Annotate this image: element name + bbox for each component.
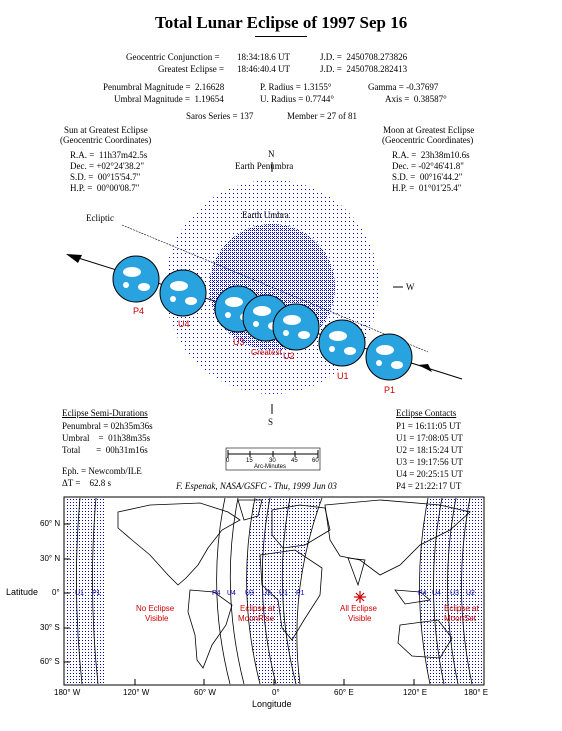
greatest-value: 18:46:40.4 UT	[237, 64, 290, 74]
contact-u1: U1 = 17:08:05 UT	[396, 433, 463, 443]
gamma: Gamma = -0.37697	[368, 82, 439, 92]
map-xlabel: Longitude	[252, 699, 292, 709]
moon-dec: Dec. = -02°46'41.8"	[392, 161, 464, 171]
greatest-jd: J.D. = 2450708.282413	[320, 64, 408, 74]
region-moonrise-2: MoonRise	[238, 614, 275, 623]
conjunction-value: 18:34:18.6 UT	[237, 52, 290, 62]
region-no-eclipse-1: No Eclipse	[136, 604, 175, 613]
umbra-radius: U. Radius = 0.7744°	[260, 94, 334, 104]
penumbra-radius: P. Radius = 1.3155°	[260, 82, 332, 92]
delta-t: ΔT = 62.8 s	[62, 478, 111, 488]
curve-label-u2-mid: U2	[262, 590, 271, 597]
moon-u1	[319, 320, 365, 366]
sun-hp: H.P. = 00°00'08.7"	[70, 183, 140, 193]
moon-p1	[366, 334, 412, 380]
moon-subtitle: (Geocentric Coordinates)	[382, 135, 474, 145]
region-moonrise-1: Eclipse at	[240, 604, 275, 613]
contact-u3-label: U3	[233, 337, 245, 347]
umbral-magnitude: Umbral Magnitude = 1.19654	[114, 94, 224, 104]
contact-u2: U2 = 18:15:24 UT	[396, 445, 463, 455]
contact-u4-label: U4	[178, 319, 190, 329]
penumbra-label: Earth Penumbra	[235, 161, 294, 171]
curve-label-u4-right: U4	[432, 590, 441, 597]
ecliptic-label: Ecliptic	[86, 213, 114, 223]
moon-sd: S.D. = 00°16'44.2"	[392, 172, 463, 182]
moon-p4	[113, 256, 159, 302]
lat-tick-60s: 60° S	[40, 657, 60, 666]
saros-member: Member = 27 of 81	[287, 111, 358, 121]
contact-p4-label: P4	[133, 306, 145, 316]
south-label: S	[268, 417, 274, 427]
durations-heading: Eclipse Semi-Durations	[62, 408, 148, 418]
west-label: W	[406, 282, 415, 292]
contact-p1-label: P1	[384, 385, 396, 395]
contact-u3: U3 = 19:17:56 UT	[396, 457, 463, 467]
contact-p4: P4 = 21:22:17 UT	[396, 481, 462, 491]
curve-label-u4-mid: U4	[227, 590, 236, 597]
lat-tick-30s: 30° S	[40, 623, 60, 632]
region-moonset-2: MoonSet	[444, 614, 477, 623]
scale-tick-15: 15	[246, 458, 253, 464]
scale-label: Arc-Minutes	[254, 464, 287, 470]
curve-label-p1-left: P1	[92, 590, 101, 597]
saros-series: Saros Series = 137	[186, 111, 254, 121]
north-label: N	[268, 149, 275, 159]
duration-penumbral: Penumbral = 02h35m36s	[62, 421, 153, 431]
curve-label-u2-right: U2	[466, 590, 475, 597]
curve-label-p1-mid: P1	[296, 590, 305, 597]
scale-tick-0: 0	[226, 458, 230, 464]
lon-tick-0: 0°	[272, 688, 280, 697]
conjunction-jd: J.D. = 2450708.273826	[320, 52, 408, 62]
greatest-label: Greatest	[251, 348, 282, 357]
greatest-label: Greatest Eclipse =	[158, 64, 225, 74]
axis: Axis = 0.38587°	[385, 94, 447, 104]
sun-subtitle: (Geocentric Coordinates)	[60, 135, 152, 145]
curve-label-u1-left: U1	[75, 590, 84, 597]
contact-p1: P1 = 16:11:05 UT	[396, 421, 461, 431]
scale-tick-60: 60	[312, 458, 319, 464]
curve-label-u3-right: U3	[450, 590, 459, 597]
region-no-eclipse-2: Visible	[145, 614, 169, 623]
duration-umbral: Umbral = 01h38m35s	[62, 433, 151, 443]
lon-tick-120e: 120° E	[403, 688, 428, 697]
page-title: Total Lunar Eclipse of 1997 Sep 16	[155, 13, 408, 32]
curve-label-p4-mid: P4	[212, 590, 221, 597]
lat-tick-60n: 60° N	[40, 519, 61, 528]
contact-u4: U4 = 20:25:15 UT	[396, 469, 463, 479]
curve-label-u3-mid: U3	[245, 590, 254, 597]
moon-ra: R.A. = 23h38m10.6s	[392, 150, 470, 160]
lon-tick-180e: 180° E	[464, 688, 489, 697]
lon-tick-180w: 180° W	[54, 688, 81, 697]
map-ylabel: Latitude	[6, 587, 39, 597]
moon-u2	[273, 304, 319, 350]
region-all-eclipse-2: Visible	[348, 614, 372, 623]
contact-u1-label: U1	[337, 371, 349, 381]
umbra-label: Earth Umbra	[242, 210, 289, 220]
credit: F. Espenak, NASA/GSFC - Thu, 1999 Jun 03	[176, 481, 337, 491]
lon-tick-60e: 60° E	[334, 688, 354, 697]
moon-u4	[160, 270, 206, 316]
conjunction-label: Geocentric Conjunction =	[126, 52, 220, 62]
sun-dec: Dec. = +02°24'38.2"	[70, 161, 145, 171]
moon-hp: H.P. = 01°01'25.4"	[392, 183, 462, 193]
lat-tick-0: 0°	[52, 588, 60, 597]
ephemeris: Eph. = Newcomb/ILE	[62, 466, 142, 476]
lon-tick-120w: 120° W	[123, 688, 150, 697]
lat-tick-30n: 30° N	[40, 554, 61, 563]
sun-ra: R.A. = 11h37m42.5s	[70, 150, 148, 160]
moon-title: Moon at Greatest Eclipse	[383, 125, 475, 135]
region-all-eclipse-1: All Eclipse	[340, 604, 377, 613]
penumbral-magnitude: Penumbral Magnitude = 2.16628	[103, 82, 225, 92]
curve-label-u1-mid: U1	[279, 590, 288, 597]
sun-sd: S.D. = 00°15'54.7"	[70, 172, 141, 182]
duration-total: Total = 00h31m16s	[62, 445, 148, 455]
lon-tick-60w: 60° W	[194, 688, 216, 697]
scale-tick-45: 45	[291, 458, 298, 464]
contact-u2-label: U2	[283, 351, 295, 361]
path-arrow-left	[66, 254, 82, 263]
contacts-heading: Eclipse Contacts	[396, 408, 457, 418]
path-arrow-right	[418, 364, 432, 372]
scale-tick-30: 30	[269, 458, 276, 464]
curve-label-p4-right: P4	[418, 590, 427, 597]
sun-title: Sun at Greatest Eclipse	[64, 125, 148, 135]
region-moonset-1: Eclipse at	[444, 604, 479, 613]
